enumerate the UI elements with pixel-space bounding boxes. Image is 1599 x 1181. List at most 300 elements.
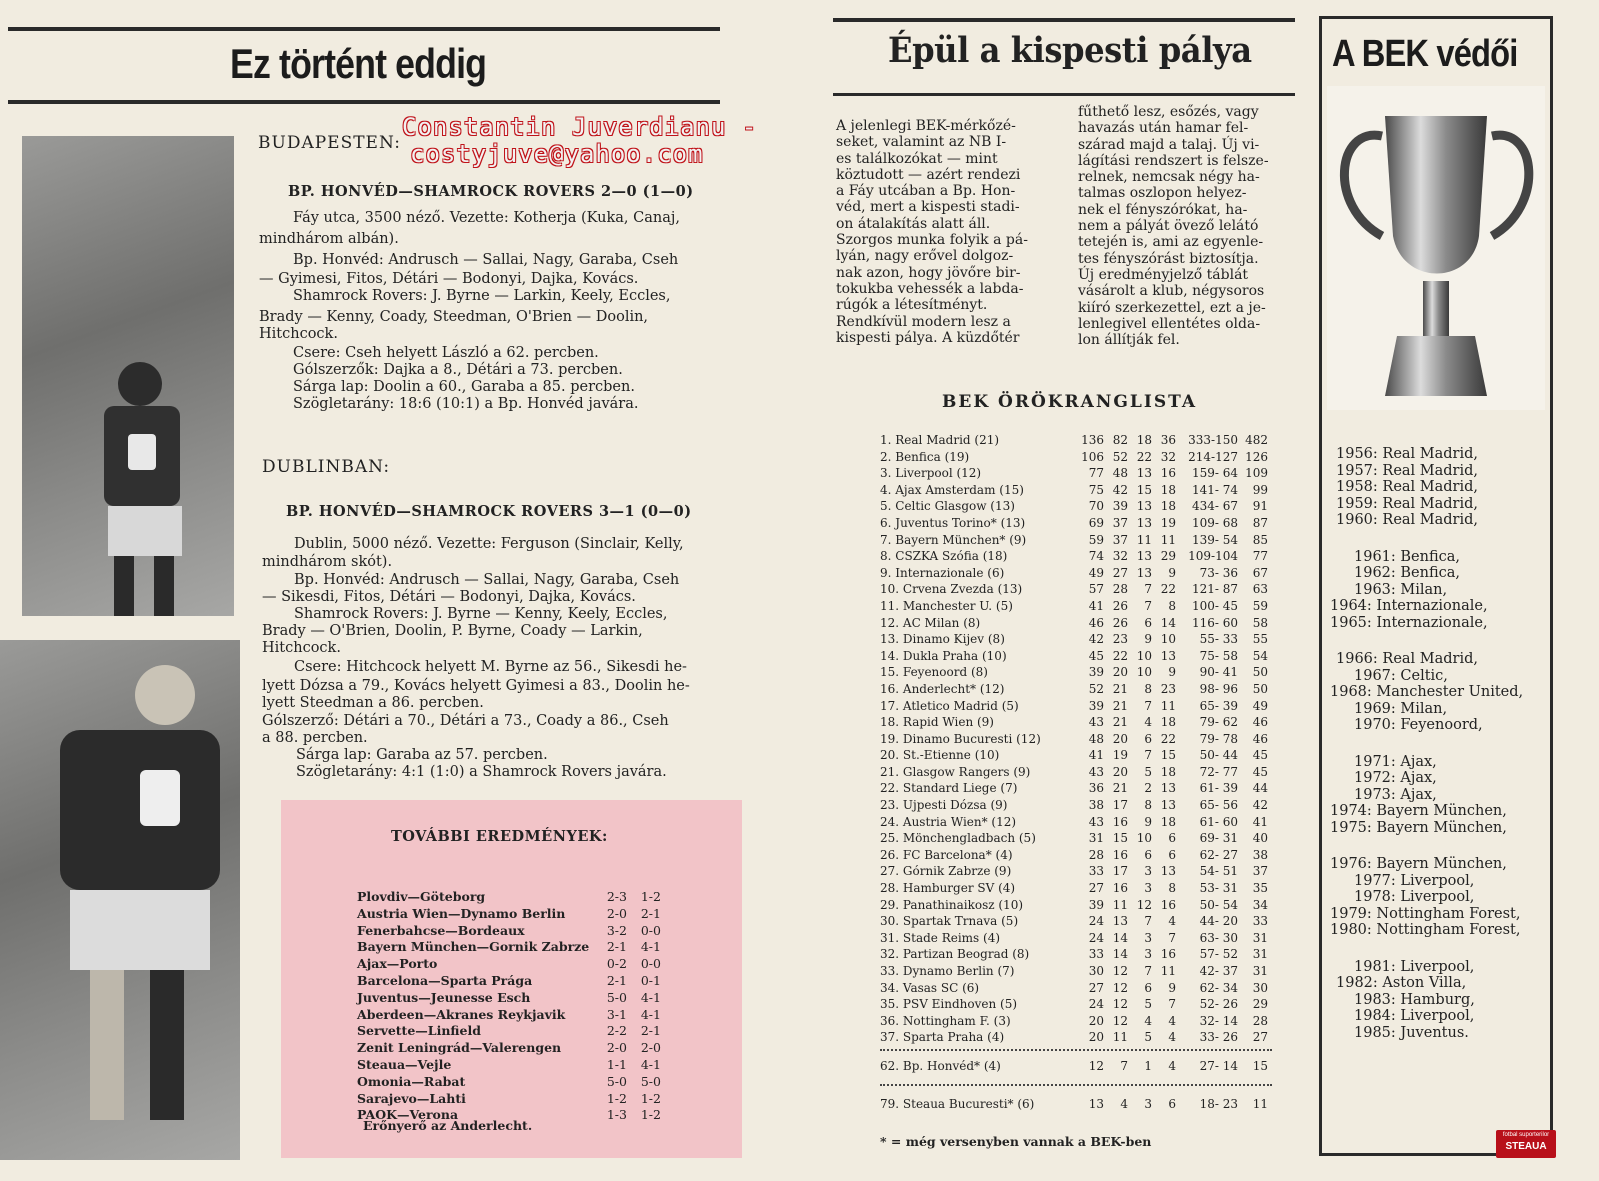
- ranking-points: 27: [1252, 1030, 1268, 1045]
- winners-group: [1330, 959, 1546, 1042]
- result-match: Ajax—Porto: [357, 956, 438, 972]
- player-silhouette-icon: [22, 136, 234, 616]
- report-line: lyett Dózsa a 79., Kovács helyett Gyimesi a 83., Doolin he-: [262, 678, 690, 694]
- ranking-number: 52: [1088, 681, 1104, 696]
- result-row: [357, 1091, 661, 1108]
- result-match: Aberdeen—Akranes Reykjavik: [357, 1006, 566, 1022]
- ranking-table: [880, 432, 1268, 1046]
- ranking-row: [880, 747, 1268, 764]
- ranking-points: 40: [1252, 831, 1268, 846]
- ranking-team: 32. Partizan Beograd (8): [880, 947, 1030, 962]
- result-match: Austria Wien—Dynamo Berlin: [357, 905, 566, 921]
- ranking-number: 30: [1088, 964, 1104, 978]
- ranking-number: 4: [1168, 914, 1176, 929]
- further-results-box: [281, 800, 742, 1158]
- ranking-number: 3: [1144, 930, 1152, 945]
- result-second-leg: 4-1: [640, 1006, 661, 1022]
- ranking-team: 8. CSZKA Szófia (18): [880, 549, 1008, 564]
- ranking-number: 20: [1112, 764, 1128, 779]
- winners-group: [1330, 651, 1546, 734]
- further-results-note: Erőnyerő az Anderlecht.: [363, 1118, 533, 1133]
- ranking-number: 49: [1088, 565, 1104, 580]
- result-match: Omonia—Rabat: [357, 1073, 466, 1089]
- winner-line: 1974: Bayern München,: [1330, 803, 1507, 819]
- ranking-number: 3: [1144, 1097, 1152, 1111]
- ranking-row: [880, 880, 1268, 897]
- ranking-goals: 109- 68: [1191, 515, 1238, 530]
- ranking-team: 17. Atletico Madrid (5): [880, 698, 1019, 713]
- ranking-number: 10: [1136, 648, 1152, 663]
- ranking-number: 26: [1112, 598, 1128, 613]
- winners-group: [1330, 754, 1546, 837]
- ranking-goals: 53- 31: [1199, 881, 1238, 896]
- ranking-number: 37: [1112, 515, 1128, 530]
- ranking-number: 6: [1144, 847, 1152, 862]
- result-row: [357, 1023, 661, 1040]
- ranking-row: [880, 465, 1268, 482]
- ranking-row: [880, 1013, 1268, 1030]
- ranking-points: 15: [1252, 1059, 1268, 1073]
- result-second-leg: 0-0: [640, 922, 661, 938]
- ranking-points: 33: [1252, 914, 1268, 929]
- ranking-goals: 98- 96: [1199, 681, 1238, 696]
- report-line: Brady — O'Brien, Doolin, P. Byrne, Coady — Larkin,: [262, 623, 643, 639]
- ranking-number: 15: [1160, 748, 1176, 763]
- ranking-number: 6: [1168, 847, 1176, 862]
- ranking-number: 28: [1088, 847, 1104, 862]
- ranking-row: [880, 863, 1268, 880]
- ranking-goals: 90- 41: [1199, 665, 1238, 680]
- ranking-number: 9: [1168, 980, 1176, 995]
- ranking-number: 14: [1112, 930, 1128, 945]
- ranking-number: 16: [1112, 881, 1128, 896]
- result-match: Juventus—Jeunesse Esch: [357, 989, 531, 1005]
- article-line: havazás után hamar fel-: [1078, 120, 1249, 137]
- ranking-goals: 73- 36: [1199, 565, 1238, 580]
- winners-group: [1330, 856, 1546, 939]
- ranking-row: [880, 1058, 1268, 1075]
- result-first-leg: 2-1: [606, 972, 627, 988]
- report-line: Szögletarány: 18:6 (10:1) a Bp. Honvéd javára.: [293, 396, 639, 412]
- ranking-goals: 54- 51: [1199, 864, 1238, 879]
- ranking-row: [880, 532, 1268, 549]
- player-photo-bottom: [0, 640, 240, 1160]
- report-line: Csere: Cseh helyett László a 62. percben.: [293, 345, 599, 361]
- ranking-number: 5: [1144, 1030, 1152, 1045]
- ranking-points: 42: [1252, 798, 1268, 813]
- ranking-number: 26: [1112, 615, 1128, 630]
- ranking-number: 17: [1112, 798, 1128, 813]
- ranking-goals: 139- 54: [1191, 532, 1238, 547]
- ranking-number: 8: [1144, 681, 1152, 696]
- article-column-2: [1078, 104, 1298, 348]
- article-line: talmas oszlopon helyez-: [1078, 185, 1247, 202]
- ranking-number: 6: [1144, 615, 1152, 630]
- result-second-leg: 2-1: [640, 1023, 661, 1039]
- ranking-points: 34: [1252, 897, 1268, 912]
- result-row: [357, 1057, 661, 1074]
- ranking-number: 12: [1136, 897, 1152, 912]
- winner-line: 1977: Liverpool,: [1354, 872, 1475, 889]
- ranking-number: 8: [1168, 598, 1176, 613]
- report-line: Bp. Honvéd: Andrusch — Sallai, Nagy, Garaba, Cseh: [293, 252, 679, 268]
- report-line: Shamrock Rovers: J. Byrne — Kenny, Keely, Eccles,: [294, 606, 668, 622]
- ranking-row: [880, 482, 1268, 499]
- ranking-row: [880, 432, 1268, 449]
- ranking-number: 27: [1088, 881, 1104, 896]
- ranking-number: 24: [1088, 914, 1104, 929]
- winner-line: 1983: Hamburg,: [1354, 991, 1475, 1008]
- ranking-team: 2. Benfica (19): [880, 449, 970, 464]
- winner-line: 1956: Real Madrid,: [1336, 446, 1479, 462]
- ranking-row: [880, 946, 1268, 963]
- ranking-points: 67: [1252, 565, 1268, 580]
- result-row: [357, 906, 661, 923]
- ranking-number: 136: [1081, 433, 1104, 447]
- ranking-number: 18: [1136, 433, 1152, 447]
- ranking-points: 482: [1245, 433, 1268, 447]
- report-line: Sárga lap: Doolin a 60., Garaba a 85. percben.: [293, 379, 635, 395]
- ranking-number: 75: [1088, 482, 1104, 497]
- result-row: [357, 956, 661, 973]
- ranking-number: 45: [1088, 648, 1104, 663]
- ranking-number: 7: [1144, 698, 1152, 713]
- budapest-match-title: BP. HONVÉD—SHAMROCK ROVERS 2—0 (1—0): [288, 183, 694, 200]
- ranking-team: 5. Celtic Glasgow (13): [880, 499, 1015, 514]
- ranking-team: 30. Spartak Trnava (5): [880, 914, 1019, 929]
- ranking-row: [880, 980, 1268, 997]
- result-row: [357, 1040, 661, 1057]
- ranking-team: 21. Glasgow Rangers (9): [880, 764, 1031, 779]
- ranking-number: 28: [1112, 582, 1128, 597]
- ranking-number: 17: [1112, 864, 1128, 879]
- player-silhouette-icon: [0, 640, 240, 1160]
- ranking-points: 41: [1252, 814, 1268, 829]
- ranking-number: 13: [1136, 515, 1152, 530]
- report-line: Sárga lap: Garaba az 57. percben.: [296, 747, 548, 763]
- ranking-number: 14: [1160, 615, 1176, 630]
- ranking-points: 46: [1252, 715, 1268, 730]
- player-photo-top: [22, 136, 234, 616]
- ranking-number: 20: [1112, 665, 1128, 680]
- ranking-goals: 50- 44: [1199, 748, 1238, 763]
- winners-list: [1330, 446, 1546, 1041]
- ranking-team: 18. Rapid Wien (9): [880, 715, 994, 730]
- ranking-number: 11: [1112, 1030, 1128, 1045]
- ranking-points: 77: [1252, 549, 1268, 564]
- ranking-number: 42: [1088, 632, 1104, 647]
- ranking-number: 7: [1120, 1059, 1128, 1073]
- ranking-points: 45: [1252, 764, 1268, 779]
- ranking-number: 12: [1112, 980, 1128, 995]
- ranking-number: 69: [1088, 515, 1104, 530]
- ranking-number: 13: [1136, 466, 1152, 481]
- ranking-number: 4: [1144, 1013, 1152, 1028]
- ranking-number: 39: [1088, 665, 1104, 680]
- winner-line: 1967: Celtic,: [1354, 667, 1448, 684]
- ranking-team: 22. Standard Liege (7): [880, 781, 1018, 796]
- ranking-number: 39: [1112, 499, 1128, 514]
- ranking-points: 44: [1252, 781, 1268, 796]
- winner-line: 1969: Milan,: [1354, 700, 1448, 717]
- ranking-number: 43: [1088, 814, 1104, 829]
- ranking-number: 19: [1160, 515, 1176, 530]
- winners-group: [1330, 446, 1546, 529]
- ranking-points: 31: [1252, 947, 1268, 962]
- ranking-goals: 75- 58: [1199, 648, 1238, 663]
- ranking-number: 59: [1088, 532, 1104, 547]
- ranking-number: 52: [1112, 449, 1128, 464]
- ranking-extra-row: [880, 1058, 1268, 1075]
- ranking-number: 57: [1088, 582, 1104, 597]
- ranking-goals: 79- 62: [1199, 715, 1238, 730]
- ranking-number: 36: [1088, 781, 1104, 796]
- result-first-leg: 5-0: [606, 1073, 627, 1089]
- article-line: es találkozókat — mint: [836, 150, 998, 167]
- result-first-leg: 1-2: [606, 1090, 627, 1106]
- ranking-number: 12: [1088, 1059, 1104, 1073]
- ranking-number: 13: [1136, 565, 1152, 580]
- ranking-number: 6: [1168, 1097, 1176, 1111]
- ranking-goals: 65- 56: [1199, 798, 1238, 813]
- result-second-leg: 4-1: [640, 989, 661, 1005]
- ranking-number: 5: [1144, 764, 1152, 779]
- budapest-report: [259, 210, 724, 413]
- article-line: Rendkívül modern lesz a: [836, 313, 1011, 330]
- ranking-number: 33: [1088, 864, 1104, 879]
- ranking-points: 29: [1252, 997, 1268, 1012]
- ranking-points: 31: [1252, 930, 1268, 945]
- ranking-goals: 63- 30: [1199, 930, 1238, 945]
- winner-line: 1978: Liverpool,: [1354, 889, 1475, 905]
- result-second-leg: 1-2: [640, 1107, 661, 1123]
- result-match: Bayern München—Gornik Zabrze: [357, 939, 590, 955]
- report-line: — Sikesdi, Fitos, Détári — Bodonyi, Dajka, Kovács.: [262, 589, 636, 605]
- winner-line: 1985: Juventus.: [1354, 1024, 1469, 1041]
- result-match: Servette—Linfield: [357, 1023, 481, 1039]
- winner-line: 1968: Manchester United,: [1330, 684, 1524, 700]
- report-line: Hitchcock.: [262, 640, 341, 656]
- ranking-team: 62. Bp. Honvéd* (4): [880, 1059, 1001, 1073]
- ranking-row: [880, 847, 1268, 864]
- article-line: nek el fényszórókat, ha-: [1078, 201, 1248, 218]
- ranking-number: 7: [1168, 997, 1176, 1012]
- ranking-number: 3: [1144, 881, 1152, 896]
- result-match: PAOK—Verona: [357, 1107, 459, 1123]
- ranking-number: 12: [1112, 997, 1128, 1012]
- ranking-team: 3. Liverpool (12): [880, 466, 982, 481]
- ranking-team: 12. AC Milan (8): [880, 615, 981, 630]
- headline-rule-left: [8, 100, 720, 104]
- ranking-team: 9. Internazionale (6): [880, 565, 1005, 580]
- ranking-points: 91: [1252, 499, 1268, 514]
- ranking-team: 10. Crvena Zvezda (13): [880, 582, 1023, 597]
- ranking-number: 7: [1144, 964, 1152, 978]
- ranking-row: [880, 498, 1268, 515]
- report-line: Dublin, 5000 néző. Vezette: Ferguson (Sinclair, Kelly,: [294, 536, 684, 552]
- ranking-number: 13: [1160, 648, 1176, 663]
- winner-line: 1959: Real Madrid,: [1336, 495, 1479, 512]
- ranking-number: 8: [1168, 881, 1176, 896]
- result-first-leg: 2-3: [606, 889, 627, 904]
- winner-line: 1980: Nottingham Forest,: [1330, 922, 1521, 938]
- ranking-goals: 79- 78: [1199, 731, 1238, 746]
- ranking-number: 7: [1168, 930, 1176, 945]
- ranking-team: 1. Real Madrid (21): [880, 433, 1000, 447]
- ranking-goals: 61- 39: [1199, 781, 1238, 796]
- ranking-title: BEK ÖRÖKRANGLISTA: [942, 392, 1198, 412]
- ranking-team: 79. Steaua Bucuresti* (6): [880, 1097, 1035, 1111]
- ranking-number: 11: [1160, 532, 1176, 547]
- headline-rule-middle: [833, 93, 1295, 96]
- ranking-points: 87: [1252, 515, 1268, 530]
- report-line: Szögletarány: 4:1 (1:0) a Shamrock Rovers javára.: [296, 764, 667, 780]
- watermark-name: Constantin Juverdianu -: [402, 113, 758, 141]
- ranking-number: 18: [1160, 764, 1176, 779]
- ranking-goals: 434- 67: [1191, 499, 1238, 514]
- ranking-number: 27: [1112, 565, 1128, 580]
- article-line: tes fényszórást biztosítja.: [1078, 250, 1259, 267]
- ranking-number: 13: [1088, 1097, 1104, 1111]
- top-rule-middle: [833, 18, 1295, 22]
- report-line: Hitchcock.: [259, 326, 338, 342]
- ranking-points: 59: [1252, 598, 1268, 613]
- ranking-number: 15: [1136, 482, 1152, 497]
- report-line: lyett Steedman a 86. percben.: [262, 695, 484, 711]
- result-second-leg: 2-0: [640, 1040, 661, 1056]
- ranking-number: 43: [1088, 715, 1104, 730]
- ranking-number: 22: [1160, 731, 1176, 746]
- ranking-team: 36. Nottingham F. (3): [880, 1013, 1011, 1028]
- ranking-team: 14. Dukla Praha (10): [880, 648, 1007, 663]
- result-match: Plovdiv—Göteborg: [357, 889, 486, 904]
- result-match: Zenit Leningrád—Valerengen: [357, 1040, 562, 1056]
- ranking-number: 1: [1144, 1059, 1152, 1073]
- logo-name: STEAUA: [1505, 1141, 1547, 1152]
- result-row: [357, 1074, 661, 1091]
- ranking-row: [880, 515, 1268, 532]
- ranking-number: 24: [1088, 930, 1104, 945]
- ranking-number: 70: [1088, 499, 1104, 514]
- result-row: [357, 973, 661, 990]
- result-first-leg: 0-2: [606, 956, 627, 972]
- ranking-number: 4: [1168, 1030, 1176, 1045]
- ranking-row: [880, 449, 1268, 466]
- ranking-goals: 65- 39: [1199, 698, 1238, 713]
- winner-line: 1973: Ajax,: [1354, 786, 1437, 803]
- winner-line: 1975: Bayern München,: [1330, 819, 1507, 836]
- ranking-points: 54: [1252, 648, 1268, 663]
- ranking-team: 6. Juventus Torino* (13): [880, 515, 1026, 530]
- ranking-team: 4. Ajax Amsterdam (15): [880, 482, 1024, 497]
- winner-line: 1957: Real Madrid,: [1336, 462, 1479, 479]
- ranking-number: 16: [1112, 847, 1128, 862]
- article-line: A jelenlegi BEK-mérkőzé-: [836, 118, 1016, 134]
- ranking-row: [880, 698, 1268, 715]
- ranking-number: 11: [1136, 532, 1152, 547]
- ranking-number: 77: [1088, 466, 1104, 481]
- ranking-row: [880, 913, 1268, 930]
- result-first-leg: 3-1: [606, 1006, 627, 1022]
- ranking-number: 21: [1112, 715, 1128, 730]
- ranking-number: 13: [1160, 864, 1176, 879]
- ranking-team: 26. FC Barcelona* (4): [880, 847, 1013, 862]
- ranking-goals: 333-150: [1188, 433, 1238, 447]
- ranking-points: 109: [1245, 466, 1268, 481]
- article-line: véd, mert a kispesti stadi-: [836, 199, 1020, 216]
- result-second-leg: 5-0: [640, 1073, 661, 1089]
- ranking-points: 50: [1252, 681, 1268, 696]
- ranking-number: 4: [1168, 1013, 1176, 1028]
- article-line: nem a pályát övező lelátó: [1078, 218, 1259, 235]
- ranking-number: 20: [1088, 1013, 1104, 1028]
- ranking-points: 28: [1252, 1013, 1268, 1028]
- ranking-number: 32: [1160, 449, 1176, 464]
- ranking-team: 37. Sparta Praha (4): [880, 1030, 1005, 1045]
- ranking-goals: 159- 64: [1191, 466, 1238, 481]
- ranking-team: 35. PSV Eindhoven (5): [880, 997, 1018, 1012]
- result-second-leg: 0-0: [640, 956, 661, 972]
- result-second-leg: 1-2: [640, 889, 661, 904]
- ranking-number: 15: [1112, 831, 1128, 846]
- top-rule-left: [8, 27, 720, 31]
- ranking-number: 27: [1088, 980, 1104, 995]
- ranking-team: 24. Austria Wien* (12): [880, 814, 1017, 829]
- ranking-team: 34. Vasas SC (6): [880, 980, 980, 995]
- ranking-number: 22: [1160, 582, 1176, 597]
- article-line: nak azon, hogy jövőre bir-: [836, 264, 1021, 281]
- article-line: Új eredményjelző táblát: [1078, 266, 1249, 283]
- ranking-row: [880, 681, 1268, 698]
- ranking-number: 31: [1088, 831, 1104, 846]
- ranking-points: 55: [1252, 632, 1268, 647]
- winner-line: 1971: Ajax,: [1354, 753, 1437, 770]
- ranking-points: 45: [1252, 748, 1268, 763]
- ranking-number: 13: [1136, 499, 1152, 514]
- winner-line: 1964: Internazionale,: [1330, 598, 1488, 614]
- ranking-goals: 72- 77: [1199, 764, 1238, 779]
- ranking-number: 106: [1081, 449, 1104, 464]
- ranking-row: [880, 897, 1268, 914]
- ranking-goals: 121- 87: [1191, 582, 1238, 597]
- result-first-leg: 2-0: [606, 905, 627, 921]
- ranking-number: 19: [1112, 748, 1128, 763]
- article-line: kiíró szerkezettel, ezt a je-: [1078, 299, 1266, 316]
- ranking-row: [880, 581, 1268, 598]
- result-second-leg: 4-1: [640, 939, 661, 955]
- ranking-team: 25. Mönchengladbach (5): [880, 831, 1036, 846]
- ranking-goals: 57- 52: [1199, 947, 1238, 962]
- ranking-number: 18: [1160, 715, 1176, 730]
- ranking-goals: 42- 37: [1199, 964, 1238, 978]
- winner-line: 1982: Aston Villa,: [1336, 975, 1467, 991]
- report-line: Brady — Kenny, Coady, Steedman, O'Brien — Doolin,: [259, 309, 649, 325]
- ranking-number: 82: [1112, 433, 1128, 447]
- left-headline: Ez történt eddig: [230, 40, 487, 87]
- winner-line: 1958: Real Madrid,: [1336, 479, 1479, 495]
- winner-line: 1963: Milan,: [1354, 581, 1448, 598]
- article-line: a Fáy utcában a Bp. Hon-: [836, 183, 1016, 200]
- winner-line: 1961: Benfica,: [1354, 548, 1461, 565]
- ranking-row: [880, 930, 1268, 947]
- ranking-number: 13: [1112, 914, 1128, 929]
- article-line: lon állítják fel.: [1078, 332, 1180, 349]
- ranking-points: 38: [1252, 847, 1268, 862]
- result-first-leg: 1-3: [606, 1107, 627, 1123]
- ranking-number: 8: [1144, 798, 1152, 813]
- ranking-row: [880, 1096, 1268, 1113]
- winner-line: 1965: Internazionale,: [1330, 614, 1488, 631]
